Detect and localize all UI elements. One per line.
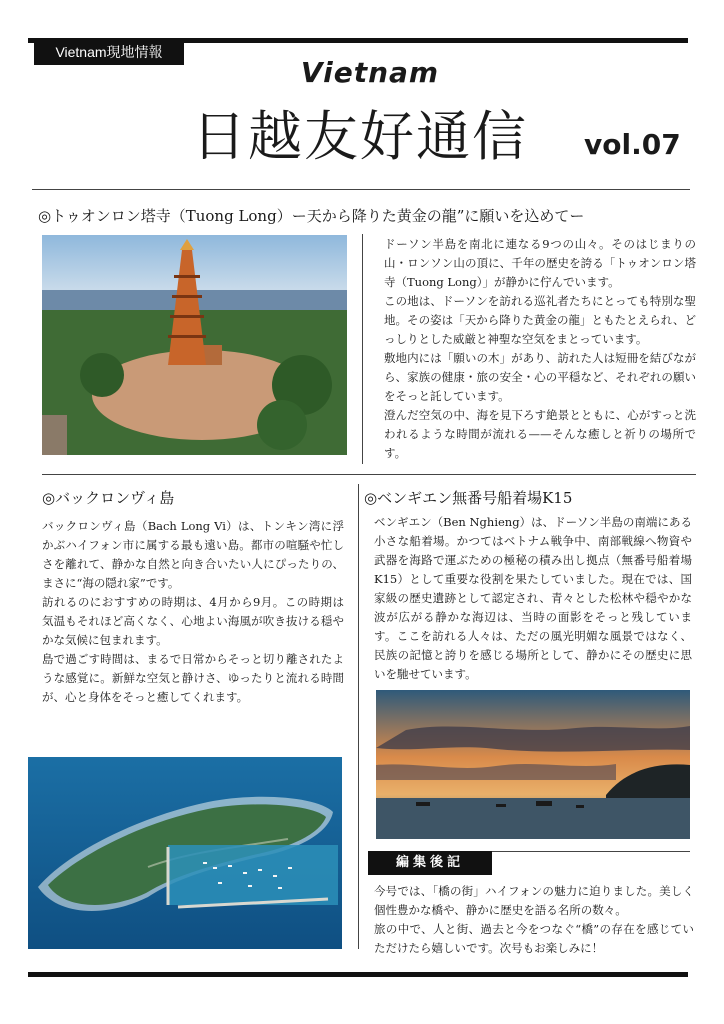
bach-long-vi-paragraph: バックロンヴィ島（Bach Long Vi）は、トンキン湾に浮かぶハイフォン市に属する最も遠い島。都市の喧騒や忙しさを離れて、静かな自然と向き合いたい人にぴったりの、まさに“海の隠れ家”です。	[42, 519, 344, 590]
tuong-long-pagoda-photo	[42, 235, 347, 455]
header-divider	[32, 189, 690, 190]
section1-divider	[42, 474, 696, 475]
page-title: 日越友好通信	[192, 105, 528, 168]
volume-number: vol.07	[584, 128, 681, 161]
editorial-paragraph: 今号では、「橋の街」ハイフォンの魅力に迫りました。美しく個性豊かな橋や、静かに歴史を語る名所の数々。	[374, 884, 694, 917]
tuong-long-paragraph: ドーソン半島を南北に連なる9つの山々。そのはじまりの山・ロンソン山の頂に、千年の歴史を誇る「トゥオンロン塔寺（Tuong Long）」が静かに佇んでいます。	[384, 237, 696, 289]
section-title-ben-nghieng: ◎ベンギエン無番号船着場K15	[364, 489, 573, 507]
ben-nghieng-paragraph: ベンギエン（Ben Nghieng）は、ドーソン半島の南端にある小さな船着場。かつてはベトナム戦争中、南部戦線へ物資や武器を海路で運ぶための極秘の積み出し拠点（無番号船着場K15）として重要な役割を果たしていました。現在では、国家級の歴史遺跡として認定され、青々とした松林や穏やかな波が広がる静かな海辺は、当時の面影をそっと残しています。ここを訪れる人々は、ただの風光明媚な風景ではなく、民族の記憶と誇りを感じる場所として、静かにその歴史に思いを馳せています。	[374, 515, 692, 681]
editorial-label: 編集後記	[368, 851, 492, 875]
editorial-paragraph: 旅の中で、人と街、過去と今をつなぐ“橋”の存在を感じていただけたら嬉しいです。次号もお楽しみに！	[374, 922, 694, 955]
bottom-rule	[28, 972, 688, 977]
section1-column-divider	[362, 234, 363, 464]
bach-long-vi-paragraph: 島で過ごす時間は、まるで日常からそっと切り離されたような感覚に。新鮮な空気と静けさ、ゆったりと流れる時間が、心と身体をそっと癒してくれます。	[42, 652, 344, 704]
editorial-divider	[492, 851, 690, 852]
header-tag: Vietnam現地情報	[34, 39, 184, 65]
editorial-text	[374, 882, 694, 958]
tuong-long-paragraph: 澄んだ空気の中、海を見下ろす絶景とともに、心がすっと洗われるような時間が流れる——そんな癒しと祈りの場所です。	[384, 408, 696, 460]
bach-long-vi-paragraph: 訪れるのにおすすめの時期は、4月から9月。この時期は気温もそれほど高くなく、心地よい海風が吹き抜ける穏やかな気候に包まれます。	[42, 595, 344, 647]
section-title-bach-long-vi: ◎バックロンヴィ島	[42, 489, 175, 507]
ben-nghieng-text	[374, 513, 692, 684]
tuong-long-paragraph: この地は、ドーソンを訪れる巡礼者たちにとっても特別な聖地。その姿は「天から降りた黄金の龍」ともたとえられ、どっしりとした威厳と神聖な空気をまとっています。	[384, 294, 696, 346]
section2-column-divider	[358, 484, 359, 949]
section-title-tuong-long: ◎トゥオンロン塔寺（Tuong Long）ー天から降りた黄金の龍”に願いを込めてー	[38, 207, 585, 225]
brand-script: Vietnam	[300, 56, 440, 89]
ben-nghieng-sunset-photo	[376, 690, 690, 839]
bach-long-vi-island-photo	[28, 757, 342, 949]
tuong-long-paragraph: 敷地内には「願いの木」があり、訪れた人は短冊を結びながら、家族の健康・旅の安全・心の平穏など、それぞれの願いをそっと託しています。	[384, 351, 696, 403]
tuong-long-text	[384, 235, 696, 463]
bach-long-vi-text	[42, 517, 344, 707]
